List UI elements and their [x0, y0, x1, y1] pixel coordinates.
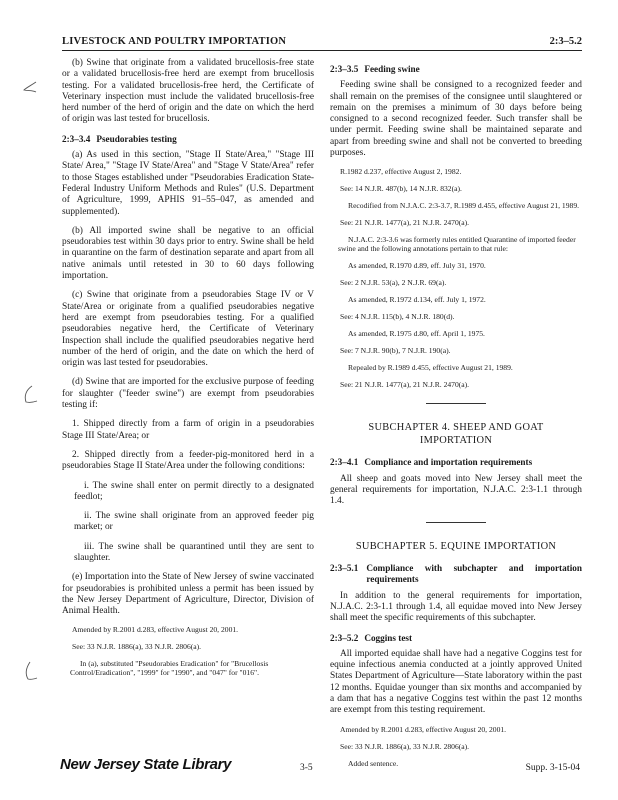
list-item-2: 2. Shipped directly from a feeder-pig-monitored herd in a pseudorabies Stage II State/Area under the following conditions: [62, 449, 314, 472]
section-title: Compliance and importation requirements [364, 457, 533, 468]
margin-mark-icon [20, 660, 40, 682]
section-number: 2:3–3.4 [62, 133, 91, 144]
history-notes [330, 167, 582, 389]
subchapter-title: SUBCHAPTER 5. EQUINE IMPORTATION [355, 540, 557, 552]
margin-mark-icon [20, 384, 40, 406]
list-item-i: i. The swine shall enter on permit directly to a designated feedlot; [74, 480, 314, 502]
section-number: 2:3–4.1 [330, 457, 359, 468]
note-line: In (a), substituted "Pseudorabies Eradication" for "Brucellosis Control/Eradication", "1999" for "1990", and "047" for "016". [70, 659, 269, 678]
section-number: 2:3–5.1 [330, 563, 359, 574]
note-line: See: 7 N.J.R. 90(b), 7 N.J.R. 190(a). [340, 346, 451, 356]
note-line: See: 4 N.J.R. 115(b), 4 N.J.R. 180(d). [340, 312, 455, 322]
paragraph-a: (a) As used in this section, "Stage II State/Area," "Stage III State/ Area," "Stage IV State/Area" and "Stage V State/Area" refer to those Stages established under "Pseudorabies Eradication State-Federal Industry Uniform Methods and Rules" (U.S. Department of Agriculture, 1999, APHIS 91–55–047, as amended and supplemented). [62, 150, 314, 217]
section-number: 2:3–5.2 [330, 632, 359, 643]
paragraph-3-3-3-b: (b) Swine that originate from a validated brucellosis-free state or a validated brucellosis-free herd are exempt from brucellosis testing. For a validated brucellosis-free herd, the Certificate of Veterinary inspection must include the validated brucellosis-free herd number of the herd of origin and the date on which the herd of origin was last tested for brucellosis. [62, 58, 314, 125]
note-line: See: 33 N.J.R. 1886(a), 33 N.J.R. 2806(a). [72, 642, 202, 652]
subchapter-title: IMPORTATION [419, 434, 493, 446]
library-stamp: New Jersey State Library [60, 756, 232, 773]
margin-mark-icon [20, 78, 40, 100]
note-line: Recodified from N.J.A.C. 2:3-3.7, R.1989 d.455, effective August 21, 1989. [348, 201, 580, 211]
subchapter-4-heading [330, 422, 582, 447]
left-column [62, 58, 314, 685]
section-divider [426, 522, 486, 523]
paragraph-sheep-goat: All sheep and goats moved into New Jersey shall meet the general requirements for importation, N.J.A.C. 2:3-1.1 through 1.4. [330, 473, 582, 507]
section-heading-2-3-4-1 [330, 457, 582, 468]
section-number: 2:3–3.5 [330, 64, 359, 74]
note-line: Amended by R.2001 d.283, effective August 20, 2001. [72, 625, 239, 635]
section-heading-2-3-5-1 [330, 563, 582, 586]
note-line: R.1982 d.237, effective August 2, 1982. [340, 167, 462, 177]
note-line: See: 21 N.J.R. 1477(a), 21 N.J.R. 2470(a). [340, 218, 470, 228]
paragraph-d: (d) Swine that are imported for the exclusive purpose of feeding for slaughter ("feeder swine") are exempt from pseudorabies testing if: [62, 377, 314, 411]
amendment-notes [62, 625, 314, 677]
note-line: As amended, R.1972 d.134, eff. July 1, 1972. [348, 295, 486, 305]
section-heading-2-3-3-4 [62, 134, 314, 145]
list-item-1: 1. Shipped directly from a farm of origin in a pseudorabies Stage III State/Area; or [62, 419, 314, 441]
note-line: As amended, R.1970 d.89, eff. July 31, 1970. [348, 261, 486, 271]
section-heading-2-3-3-5 [330, 64, 582, 75]
section-heading-2-3-5-2 [330, 633, 582, 644]
section-title: Coggins test [364, 632, 413, 643]
note-line: See: 14 N.J.R. 487(b), 14 N.J.R. 832(a). [340, 184, 462, 194]
note-line: Added sentence. [348, 758, 399, 768]
paragraph-e: (e) Importation into the State of New Jersey of swine vaccinated for pseudorabies is prohibited unless a permit has been issued by the New Jersey Department of Agriculture, Director, Division of Animal Health. [62, 572, 314, 617]
amendment-notes [330, 725, 582, 768]
running-header-title: LIVESTOCK AND POULTRY IMPORTATION [62, 36, 287, 47]
note-line: Amended by R.2001 d.283, effective August 20, 2001. [340, 724, 507, 734]
paragraph-feeding-swine: Feeding swine shall be consigned to a recognized feeder and shall remain on the premises of the consignee until slaughtered or remain on the premises a minimum of 30 days before being consigned to a second recognized feeder. Such transfer shall be under permit. Feeding swine shall be maintained separate and apart from breeding swine and shall not be converted to breeding purposes. [330, 80, 582, 159]
right-column [330, 58, 582, 776]
note-line: N.J.A.C. 2:3-3.6 was formerly rules entitled Quarantine of imported feeder swine and the following annotations pertain to that rule: [338, 235, 576, 254]
header-rule [62, 50, 582, 51]
list-item-iii: iii. The swine shall be quarantined until they are sent to slaughter. [74, 541, 314, 563]
page-number: 3-5 [300, 763, 313, 773]
note-line: See: 21 N.J.R. 1477(a), 21 N.J.R. 2470(a). [340, 380, 470, 390]
section-title: Pseudorabies testing [96, 133, 177, 144]
paragraph-b: (b) All imported swine shall be negative to an official pseudorabies test within 30 days prior to entry. Swine shall be held in quarantine on the farm of destination separate and apart from all native animals until retested in 30 to 60 days following importation. [62, 225, 314, 282]
subchapter-5-heading [330, 541, 582, 554]
running-header-section: 2:3–5.2 [549, 36, 582, 47]
section-divider [426, 403, 486, 404]
supplement-date: Supp. 3-15-04 [525, 763, 580, 773]
paragraph-equine-compliance: In addition to the general requirements for importation, N.J.A.C. 2:3-1.1 through 1.4, all equidae moved into New Jersey shall meet the specific requirements of this subchapter. [330, 590, 582, 624]
subchapter-title: SUBCHAPTER 4. SHEEP AND GOAT [368, 422, 544, 434]
note-line: See: 33 N.J.R. 1886(a), 33 N.J.R. 2806(a). [340, 741, 470, 751]
note-line: Repealed by R.1989 d.455, effective August 21, 1989. [348, 363, 513, 373]
note-line: See: 2 N.J.R. 53(a), 2 N.J.R. 69(a). [340, 278, 447, 288]
note-line: As amended, R.1975 d.80, eff. April 1, 1975. [348, 329, 485, 339]
paragraph-coggins: All imported equidae shall have had a negative Coggins test for equine infectious anemia conducted at a jointly approved United States Department of Agriculture—State laboratory within the past 12 months. Equidae younger than six months and accompanied by a dam that has a negative Coggins test within the past 12 months are exempt from this testing requirement. [330, 648, 582, 716]
section-title: Feeding swine [364, 64, 420, 74]
paragraph-c: (c) Swine that originate from a pseudorabies Stage IV or V State/Area or originate from a qualified pseudorabies negative herd are exempt from pseudorabies testing. For a qualified pseudorabies negative herd, the Certificate of Veterinary Inspection shall include the qualified pseudorabies negative herd number of the herd of origin, and the date on which the herd of origin was last tested for pseudorabies. [62, 290, 314, 369]
list-item-ii: ii. The swine shall originate from an approved feeder pig market; or [74, 511, 314, 533]
section-title: Compliance with subchapter and importation requirements [366, 563, 582, 585]
